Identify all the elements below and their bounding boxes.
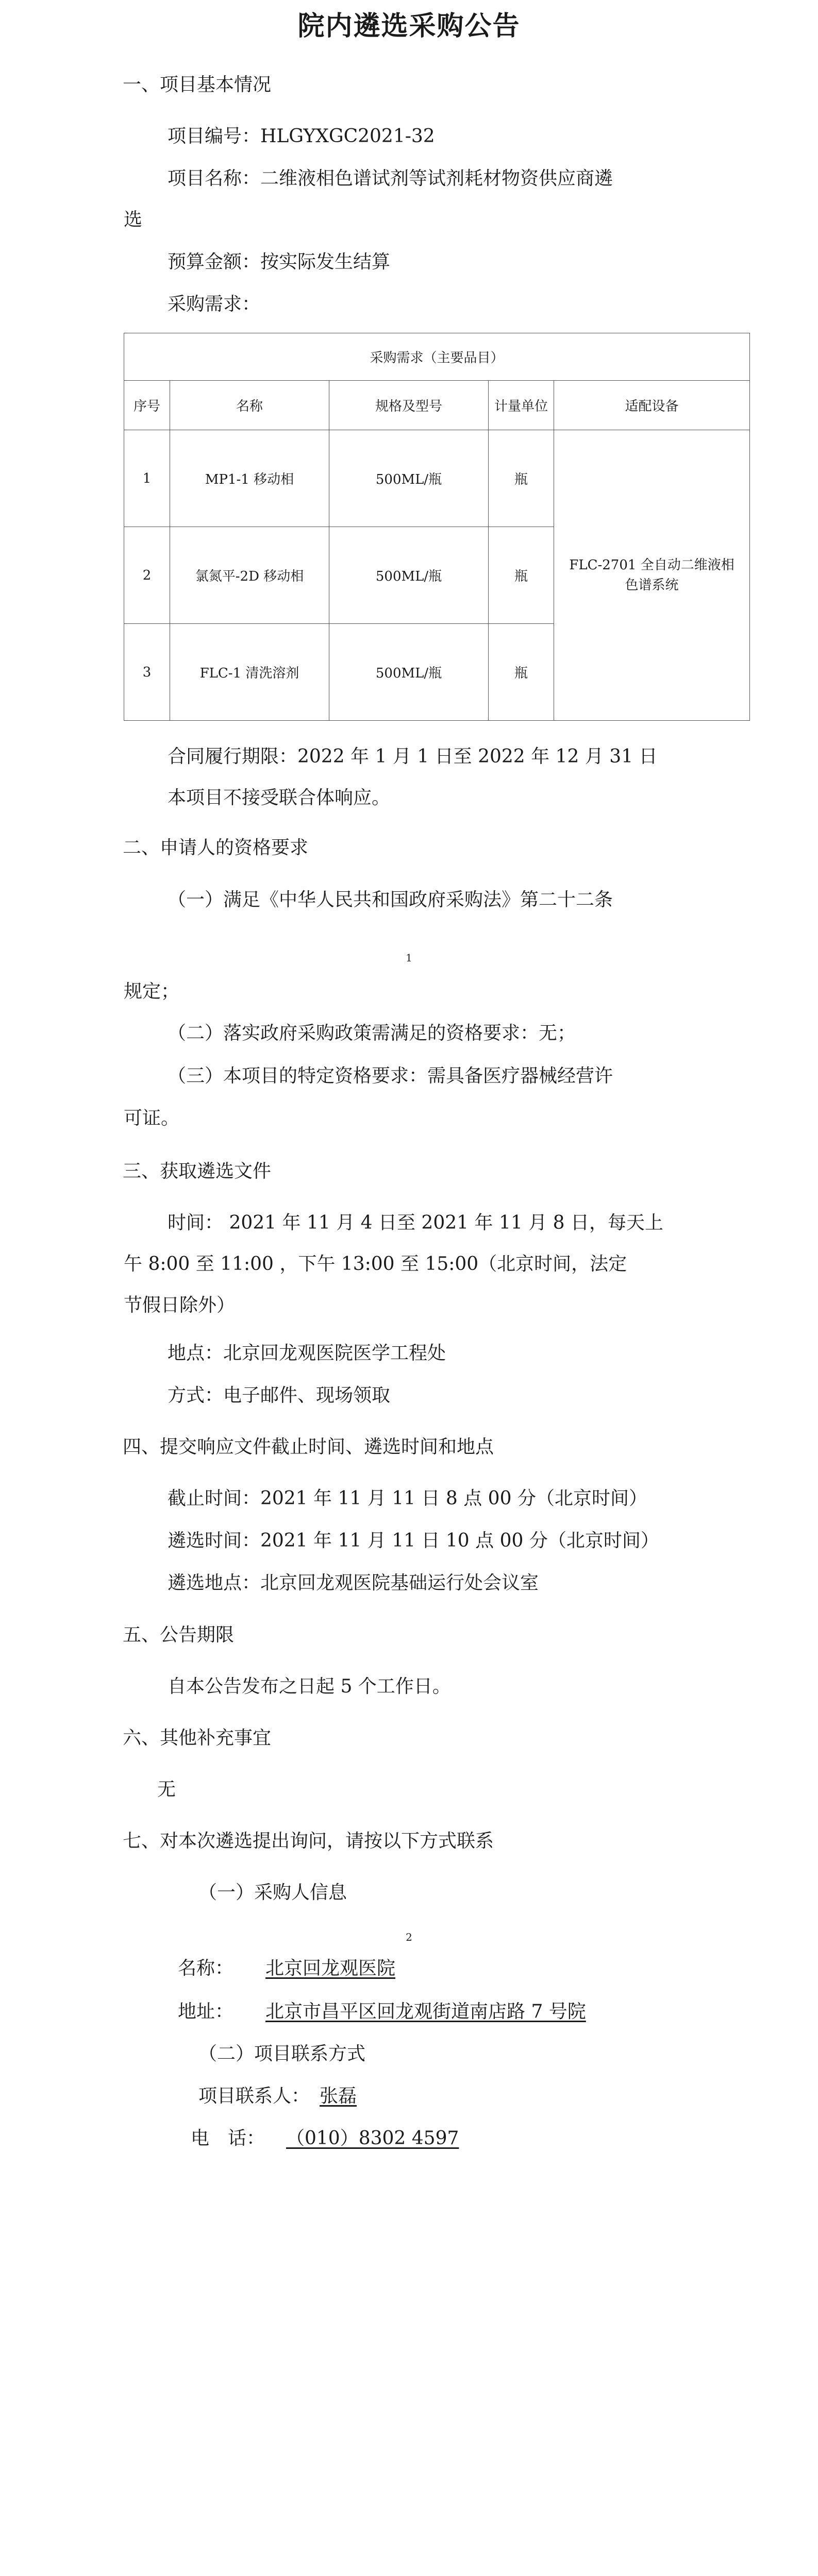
obtain-place: 地点：北京回龙观医院医学工程处 — [168, 1343, 446, 1364]
row-no: 1 — [124, 430, 170, 527]
table-row — [124, 430, 750, 527]
row-no: 2 — [124, 527, 170, 624]
buyer-address-value: 北京市昌平区回龙观街道南店路 7 号院 — [265, 2001, 586, 2022]
table-header-unit: 计量单位 — [489, 381, 554, 430]
project-name: 项目名称：二维液相色谱试剂等试剂耗材物资供应商遴 — [168, 168, 613, 189]
obtain-time-cont: 午 8:00 至 11:00 ，下午 13:00 至 15:00（北京时间，法定 — [124, 1253, 627, 1275]
obtain-method: 方式：电子邮件、现场领取 — [168, 1385, 391, 1406]
table-header-name: 名称 — [170, 381, 329, 430]
page-number: 2 — [406, 1931, 412, 1943]
section-1-heading: 一、项目基本情况 — [123, 74, 272, 95]
page-title: 院内遴选采购公告 — [297, 10, 521, 42]
selection-place: 遴选地点：北京回龙观医院基础运行处会议室 — [168, 1572, 539, 1594]
phone-value: （010）8302 4597 — [286, 2128, 459, 2149]
row-name: MP1-1 移动相 — [170, 430, 329, 527]
consortium-note: 本项目不接受联合体响应。 — [168, 787, 391, 808]
buyer-name-value: 北京回龙观医院 — [265, 1958, 396, 1979]
supplement-text: 无 — [157, 1779, 176, 1800]
section-3-heading: 三、获取遴选文件 — [123, 1161, 272, 1182]
contact-person-value: 张磊 — [320, 2086, 357, 2107]
row-name: FLC-1 清洗溶剂 — [170, 624, 329, 721]
qualification-3-cont: 可证。 — [124, 1108, 180, 1129]
table-header-device: 适配设备 — [554, 381, 750, 430]
selection-time: 遴选时间：2021 年 11 月 11 日 10 点 00 分（北京时间） — [168, 1530, 659, 1551]
section-7-heading: 七、对本次遴选提出询问，请按以下方式联系 — [123, 1831, 494, 1852]
row-device: FLC-2701 全自动二维液相色谱系统 — [554, 430, 750, 721]
obtain-time: 时间： 2021 年 11 月 4 日至 2021 年 11 月 8 日，每天上 — [168, 1212, 663, 1233]
notice-period: 自本公告发布之日起 5 个工作日。 — [168, 1676, 451, 1697]
buyer-info-heading: （一）采购人信息 — [198, 1882, 347, 1903]
section-6-heading: 六、其他补充事宜 — [123, 1727, 272, 1749]
row-unit: 瓶 — [489, 527, 554, 624]
contact-heading: （二）项目联系方式 — [198, 2043, 366, 2064]
row-spec: 500ML/瓶 — [329, 624, 489, 721]
row-name: 氯氮平-2D 移动相 — [170, 527, 329, 624]
budget: 预算金额：按实际发生结算 — [168, 251, 391, 273]
buyer-name-label: 名称： — [178, 1958, 234, 1979]
qualification-2: （二）落实政府采购政策需满足的资格要求：无； — [168, 1023, 576, 1044]
row-unit: 瓶 — [489, 624, 554, 721]
section-4-heading: 四、提交响应文件截止时间、遴选时间和地点 — [123, 1436, 494, 1458]
table-header-spec: 规格及型号 — [329, 381, 489, 430]
procurement-table — [124, 333, 750, 721]
section-2-heading: 二、申请人的资格要求 — [123, 837, 309, 858]
deadline-time: 截止时间：2021 年 11 月 11 日 8 点 00 分（北京时间） — [168, 1488, 647, 1509]
qualification-1-cont: 规定； — [124, 981, 180, 1002]
buyer-address-label: 地址： — [178, 2001, 234, 2022]
section-5-heading: 五、公告期限 — [123, 1624, 235, 1646]
contract-period: 合同履行期限：2022 年 1 月 1 日至 2022 年 12 月 31 日 — [168, 746, 658, 767]
table-header-no: 序号 — [124, 381, 170, 430]
project-name-cont: 选 — [124, 209, 143, 230]
row-spec: 500ML/瓶 — [329, 527, 489, 624]
qualification-3: （三）本项目的特定资格要求：需具备医疗器械经营许 — [168, 1065, 613, 1087]
project-number: 项目编号：HLGYXGC2021-32 — [168, 126, 435, 147]
row-no: 3 — [124, 624, 170, 721]
table-caption: 采购需求（主要品目） — [124, 333, 750, 381]
page-number: 1 — [406, 952, 412, 964]
demand-label: 采购需求： — [168, 294, 261, 315]
phone-label: 电 话： — [191, 2128, 265, 2149]
row-unit: 瓶 — [489, 430, 554, 527]
contact-person-label: 项目联系人： — [198, 2086, 310, 2107]
qualification-1: （一）满足《中华人民共和国政府采购法》第二十二条 — [168, 889, 613, 910]
row-spec: 500ML/瓶 — [329, 430, 489, 527]
obtain-time-cont2: 节假日除外） — [124, 1295, 236, 1316]
